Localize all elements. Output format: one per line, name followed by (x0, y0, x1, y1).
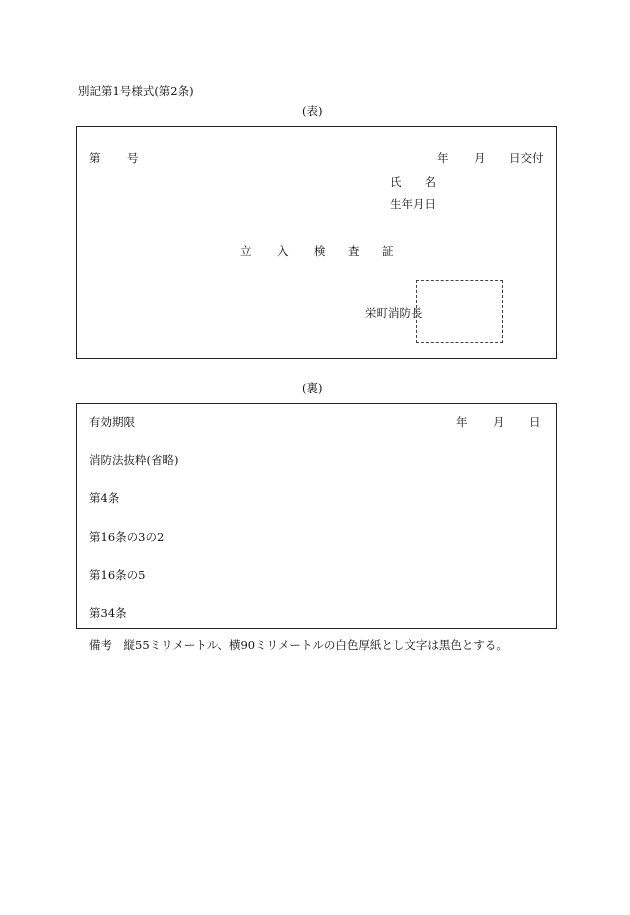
law-excerpt-label: 消防法抜粋(省略) (89, 453, 179, 467)
validity-month-label: 月 (493, 415, 505, 429)
form-title: 別記第1号様式(第2条) (78, 84, 194, 98)
number-suffix: 号 (127, 151, 139, 165)
card-title-char-2: 入 (277, 244, 289, 258)
issue-month-label: 月 (474, 151, 486, 165)
name-label: 氏 名 (390, 175, 436, 189)
issue-day-label: 日交付 (509, 151, 544, 165)
validity-day-label: 日 (529, 415, 541, 429)
seal-area (416, 280, 503, 343)
card-title-char-3: 検 (314, 244, 326, 258)
card-title-char-4: 査 (348, 244, 360, 258)
article-item: 第34条 (89, 606, 127, 620)
back-heading: (裏) (302, 381, 323, 395)
front-heading: (表) (302, 104, 323, 118)
article-item: 第16条の5 (89, 568, 146, 582)
issue-year-label: 年 (437, 151, 449, 165)
validity-label: 有効期限 (89, 415, 135, 429)
number-prefix: 第 (89, 151, 101, 165)
issuer-label: 栄町消防長 (365, 306, 423, 320)
birthdate-label: 生年月日 (390, 197, 436, 211)
card-title-char-5: 証 (382, 244, 394, 258)
validity-year-label: 年 (456, 415, 468, 429)
front-card (76, 126, 557, 359)
card-title-char-1: 立 (240, 244, 252, 258)
note: 備考 縦55ミリメートル、横90ミリメートルの白色厚紙とし文字は黒色とする。 (89, 638, 508, 652)
article-item: 第4条 (89, 491, 120, 505)
article-item: 第16条の3の2 (89, 530, 165, 544)
back-card (76, 403, 557, 629)
